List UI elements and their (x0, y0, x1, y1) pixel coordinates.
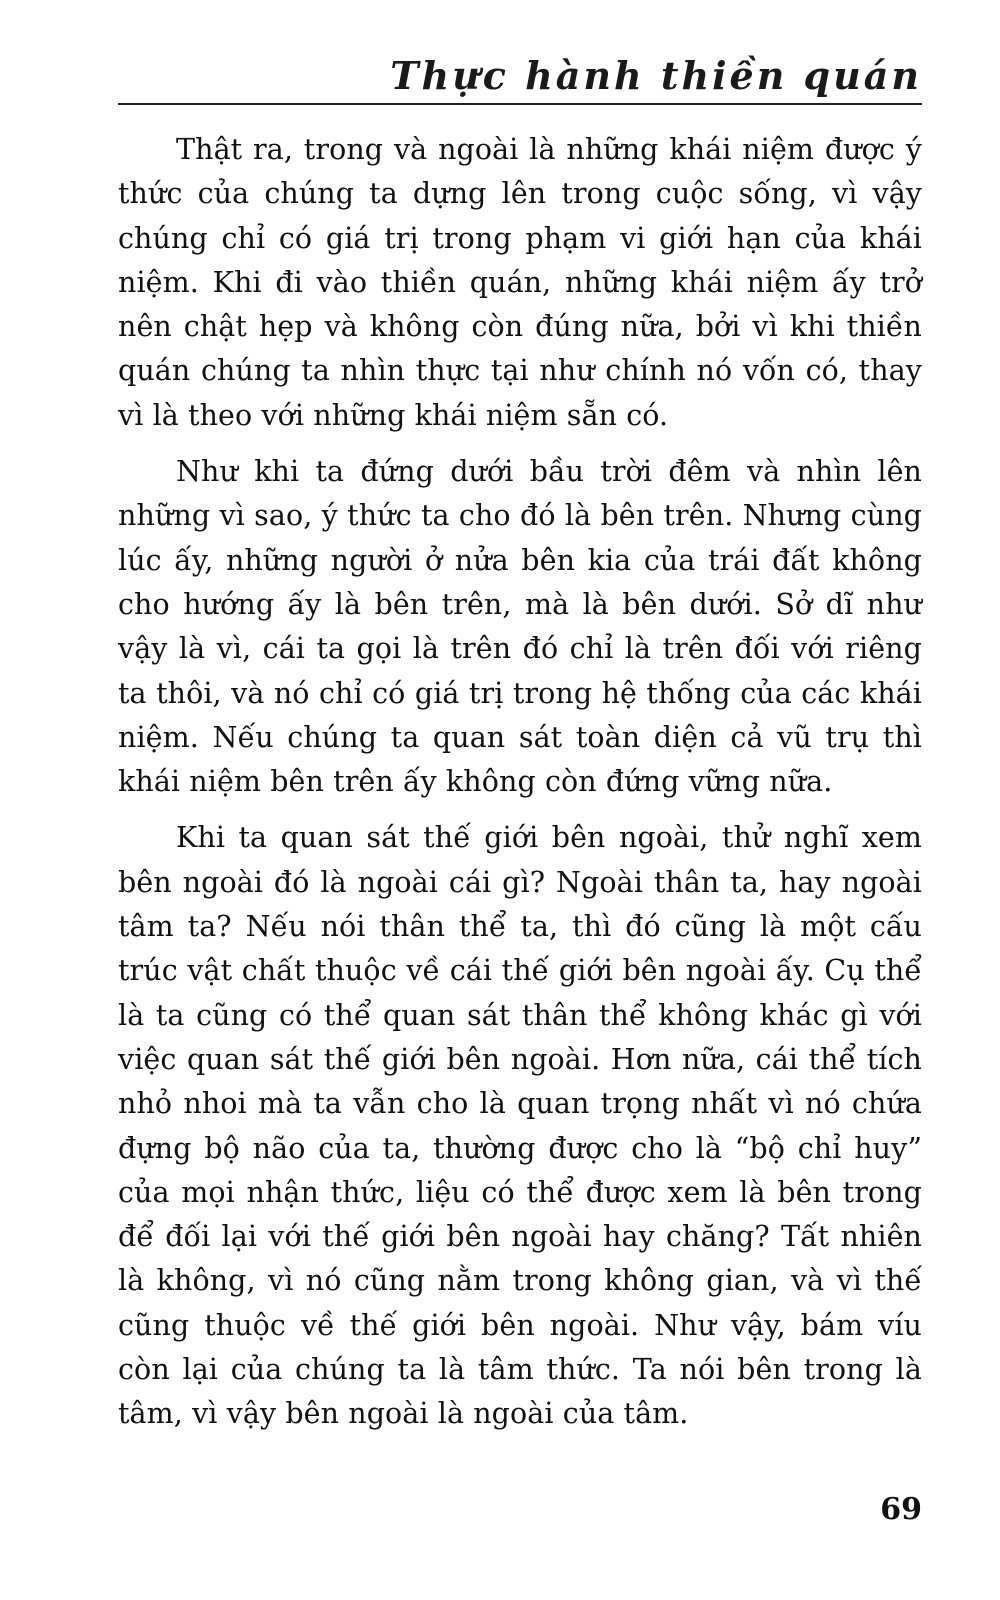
header-rule (118, 103, 922, 105)
paragraph-2: Như khi ta đứng dưới bầu trời đêm và nhìn lên những vì sao, ý thức ta cho đó là bên trên. Nhưng cùng lúc ấy, những người ở nửa bên kia của trái đất không cho hướng ấy là bên trên, mà là bên dưới. Sở dĩ như vậy là vì, cái ta gọi là trên đó chỉ là trên đối với riêng ta thôi, và nó chỉ có giá trị trong hệ thống của các khái niệm. Nếu chúng ta quan sát toàn diện cả vũ trụ thì khái niệm bên trên ấy không còn đứng vững nữa. (118, 455, 922, 799)
body-text (118, 128, 922, 1449)
running-header: Thực hành thiền quán (390, 53, 922, 98)
paragraph-3: Khi ta quan sát thế giới bên ngoài, thử nghĩ xem bên ngoài đó là ngoài cái gì? Ngoài thân ta, hay ngoài tâm ta? Nếu nói thân thể ta, thì đó cũng là một cấu trúc vật chất thuộc về cái thế giới bên ngoài ấy. Cụ thể là ta cũng có thể quan sát thân thể không khác gì với việc quan sát thế giới bên ngoài. Hơn nữa, cái thể tích nhỏ nhoi mà ta vẫn cho là quan trọng nhất vì nó chứa đựng bộ não của ta, thường được cho là “bộ chỉ huy” của mọi nhận thức, liệu có thể được xem là bên trong để đối lại với thế giới bên ngoài hay chăng? Tất nhiên là không, vì nó cũng nằm trong không gian, và vì thế cũng thuộc về thế giới bên ngoài. Như vậy, bám víu còn lại của chúng ta là tâm thức. Ta nói bên trong là tâm, vì vậy bên ngoài là ngoài của tâm. (118, 821, 922, 1431)
page-number: 69 (880, 1492, 922, 1527)
paragraph-1: Thật ra, trong và ngoài là những khái niệm được ý thức của chúng ta dựng lên trong cuộc sống, vì vậy chúng chỉ có giá trị trong phạm vi giới hạn của khái niệm. Khi đi vào thiền quán, những khái niệm ấy trở nên chật hẹp và không còn đúng nữa, bởi vì khi thiền quán chúng ta nhìn thực tại như chính nó vốn có, thay vì là theo với những khái niệm sẵn có. (118, 133, 922, 432)
